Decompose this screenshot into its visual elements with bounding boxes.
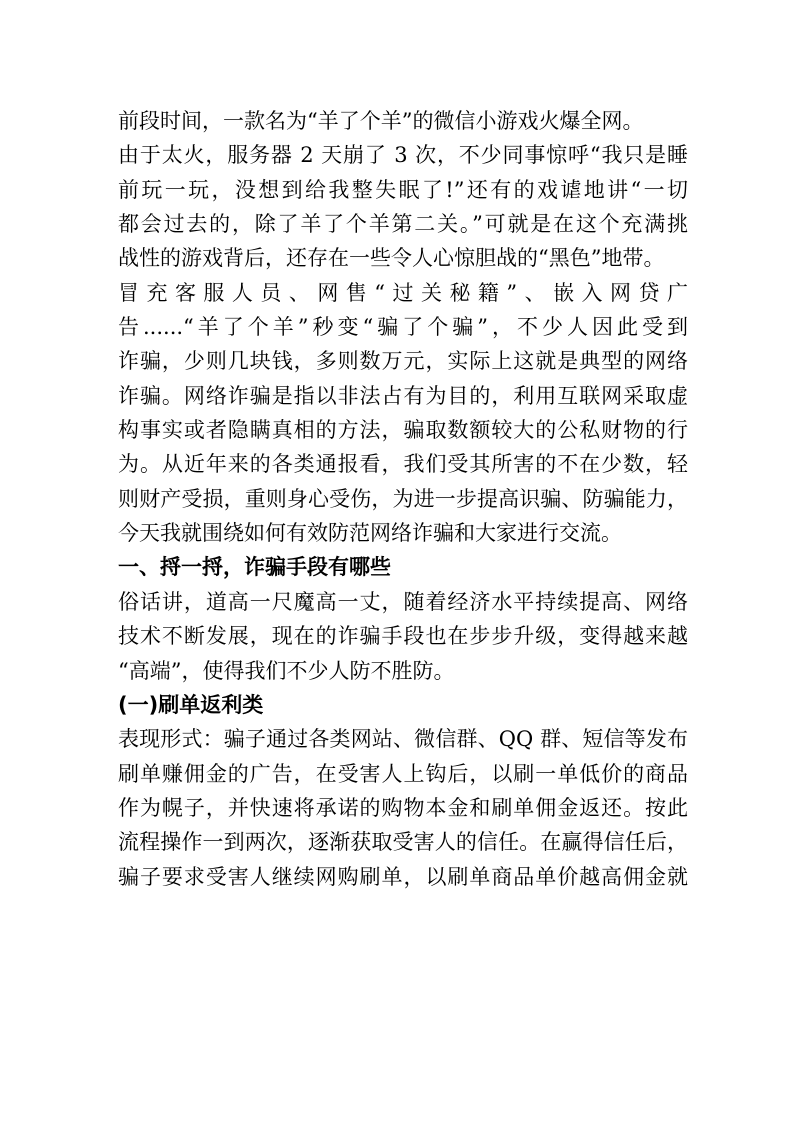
text-line: “高端”，使得我们不少人防不胜防。 — [118, 658, 455, 683]
text-line: 前段时间，一款名为“羊了个羊”的微信小游戏火爆全网。 — [118, 109, 644, 133]
text-line: 为。从近年来的各类通报看，我们受其所害的不在少数，轻 — [118, 452, 688, 477]
text-line: 骗子要求受害人继续网购刷单，以刷单商品单价越高佣金就 — [118, 864, 688, 889]
text-line: 则财产受损，重则身心受伤，为进一步提高识骗、防骗能力， — [118, 486, 688, 511]
text-line: 告......“羊了个羊”秒变“骗了个骗”，不少人因此受到 — [118, 315, 688, 340]
document-body — [118, 104, 688, 894]
text-line: 诈骗，少则几块钱，多则数万元，实际上这就是典型的网络 — [118, 349, 688, 374]
text-line: 俗话讲，道高一尺魔高一丈，随着经济水平持续提高、网络 — [118, 589, 688, 614]
text-line: 技术不断发展，现在的诈骗手段也在步步升级，变得越来越 — [118, 624, 688, 649]
text-line: 都会过去的，除了羊了个羊第二关。”可就是在这个充满挑 — [118, 212, 688, 237]
text-line: 刷单赚佣金的广告，在受害人上钩后，以刷一单低价的商品 — [118, 761, 688, 786]
text-line: 由于太火，服务器 2 天崩了 3 次，不少同事惊呼“我只是睡 — [118, 143, 688, 168]
text-line: 前玩一玩，没想到给我整失眠了!”还有的戏谑地讲“一切 — [118, 177, 688, 202]
text-line: 表现形式：骗子通过各类网站、微信群、QQ 群、短信等发布 — [118, 727, 688, 752]
text-line: 构事实或者隐瞒真相的方法，骗取数额较大的公私财物的行 — [118, 418, 688, 443]
section-heading: 一、捋一捋，诈骗手段有哪些 — [118, 555, 391, 580]
text-line: 作为幌子，并快速将承诺的购物本金和刷单佣金返还。按此 — [118, 795, 688, 820]
text-line: 战性的游戏背后，还存在一些令人心惊胆战的“黑色”地带。 — [118, 246, 665, 271]
text-line: 流程操作一到两次，逐渐获取受害人的信任。在赢得信任后， — [118, 830, 688, 855]
text-line: 诈骗。网络诈骗是指以非法占有为目的，利用互联网采取虚 — [118, 383, 688, 408]
text-line: 今天我就围绕如何有效防范网络诈骗和大家进行交流。 — [118, 521, 622, 546]
text-line: 冒充客服人员、网售“过关秘籍”、嵌入网贷广 — [118, 280, 688, 305]
subsection-heading: (一)刷单返利类 — [118, 692, 264, 717]
